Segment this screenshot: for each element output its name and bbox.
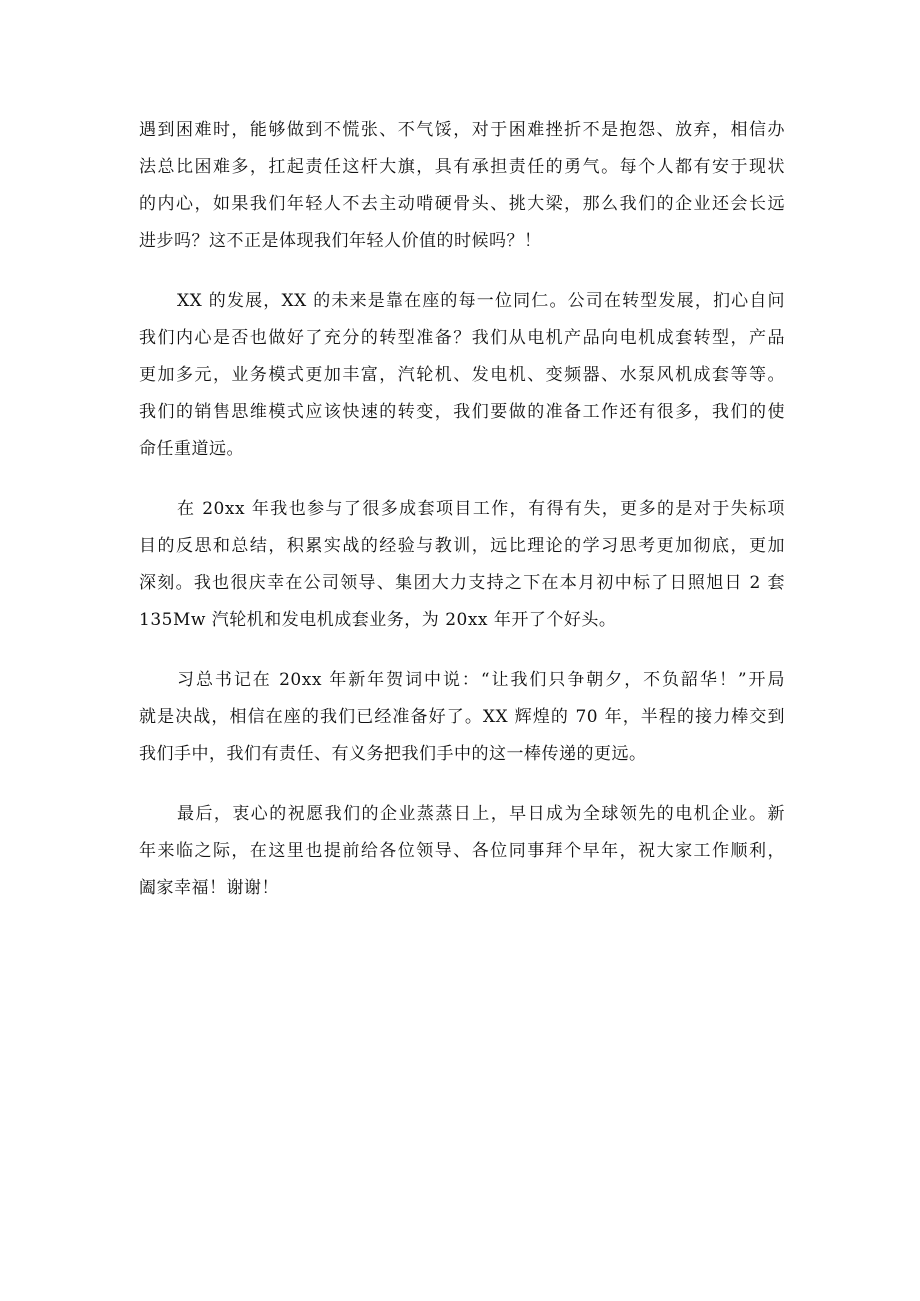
paragraph-line: 135Mw 汽轮机和发电机成套业务，为 20xx 年开了个好头。 [139, 610, 617, 630]
paragraph-line: 在 20xx 年我也参与了很多成套项目工作，有得有失，更多的是对于失标项 [177, 499, 785, 519]
paragraph-line: 更加多元，业务模式更加丰富，汽轮机、发电机、变频器、水泵风机成套等等。 [139, 365, 785, 385]
paragraph-2 [139, 283, 785, 468]
paragraph-line: 的内心，如果我们年轻人不去主动啃硬骨头、挑大梁，那么我们的企业还会长远 [139, 194, 785, 214]
paragraph-line: 目的反思和总结，积累实战的经验与教训，远比理论的学习思考更加彻底，更加 [139, 536, 785, 556]
paragraph-line: 我们的销售思维模式应该快速的转变，我们要做的准备工作还有很多，我们的使 [139, 402, 785, 422]
paragraph-line: 我们手中，我们有责任、有义务把我们手中的这一棒传递的更远。 [139, 744, 647, 764]
paragraph-line: 就是决战，相信在座的我们已经准备好了。XX 辉煌的 70 年，半程的接力棒交到 [139, 707, 785, 727]
paragraph-line: 法总比困难多，扛起责任这杆大旗，具有承担责任的勇气。每个人都有安于现状 [139, 157, 785, 177]
paragraph-1 [139, 112, 785, 260]
paragraph-line: 年来临之际，在这里也提前给各位领导、各位同事拜个早年，祝大家工作顺利， [139, 841, 785, 861]
paragraph-line: 深刻。我也很庆幸在公司领导、集团大力支持之下在本月初中标了日照旭日 2 套 [139, 573, 785, 593]
paragraph-line: 最后，衷心的祝愿我们的企业蒸蒸日上，早日成为全球领先的电机企业。新 [177, 804, 785, 824]
paragraph-3 [139, 491, 785, 639]
paragraph-line: 进步吗？这不正是体现我们年轻人价值的时候吗？！ [139, 231, 542, 251]
paragraph-4 [139, 662, 785, 773]
paragraph-line: 遇到困难时，能够做到不慌张、不气馁，对于困难挫折不是抱怨、放弃，相信办 [139, 120, 785, 140]
paragraph-line: 阖家幸福！谢谢！ [139, 878, 279, 898]
paragraph-5 [139, 796, 785, 907]
paragraph-line: 命任重道远。 [139, 439, 244, 459]
document-body [139, 112, 785, 930]
paragraph-line: 我们内心是否也做好了充分的转型准备？我们从电机产品向电机成套转型，产品 [139, 328, 785, 348]
paragraph-line: 习总书记在 20xx 年新年贺词中说：“让我们只争朝夕，不负韶华！”开局 [177, 670, 785, 690]
paragraph-line: XX 的发展，XX 的未来是靠在座的每一位同仁。公司在转型发展，扪心自问 [177, 291, 785, 311]
